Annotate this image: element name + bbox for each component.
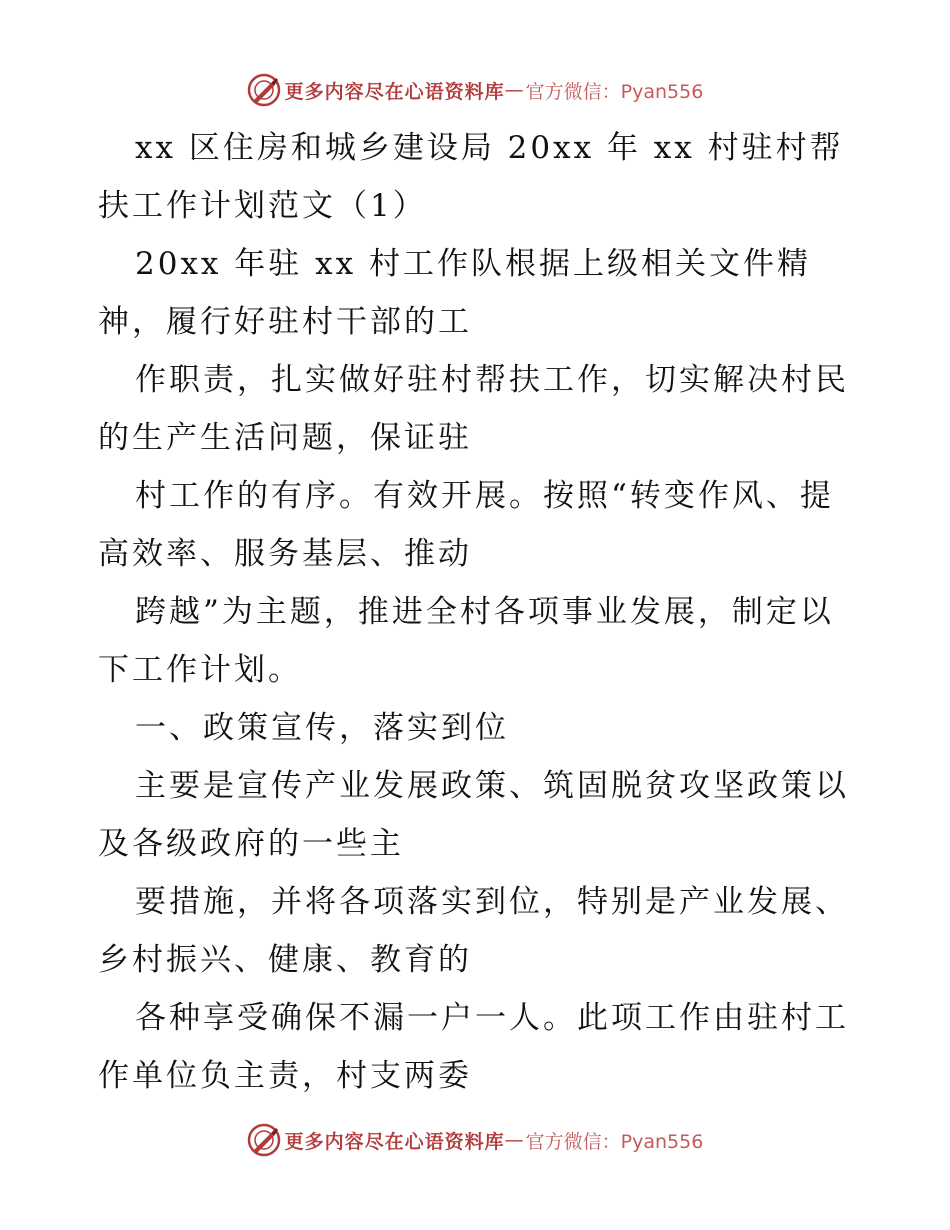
stamp-logo-icon xyxy=(247,1123,281,1157)
doc-title-line-1: xx 区住房和城乡建设局 20xx 年 xx 村驻村帮 xyxy=(135,130,844,166)
paragraph-line: 下工作计划。 xyxy=(98,652,302,688)
paragraph-line: 村工作的有序。有效开展。按照“转变作风、提 xyxy=(135,478,834,514)
paragraph-line: 神，履行好驻村干部的工 xyxy=(98,304,472,340)
paragraph-line: 要措施，并将各项落实到位，特别是产业发展、 xyxy=(135,884,849,920)
paragraph-line: 高效率、服务基层、推动 xyxy=(98,536,472,572)
footer-watermark xyxy=(0,1120,950,1160)
paragraph-line: 作单位负主责，村支两委 xyxy=(98,1058,472,1094)
section-heading: 一、政策宣传，落实到位 xyxy=(135,710,509,746)
watermark-separator: — xyxy=(504,79,524,101)
paragraph-line: 乡村振兴、健康、教育的 xyxy=(98,942,472,978)
doc-title-line-2: 扶工作计划范文（1） xyxy=(98,188,427,224)
watermark-contact: 官方微信：Pyan556 xyxy=(525,1130,704,1153)
watermark-separator: — xyxy=(504,1129,524,1151)
paragraph-line: 主要是宣传产业发展政策、筑固脱贫攻坚政策以 xyxy=(135,768,849,804)
paragraph-line: 作职责，扎实做好驻村帮扶工作，切实解决村民 xyxy=(135,362,849,398)
watermark-text: 更多内容尽在心语资料库 xyxy=(284,1130,505,1153)
paragraph-line: 的生产生活问题，保证驻 xyxy=(98,420,472,456)
paragraph-line: 及各级政府的一些主 xyxy=(98,826,404,862)
watermark-text: 更多内容尽在心语资料库 xyxy=(284,80,505,103)
paragraph-line: 各种享受确保不漏一户一人。此项工作由驻村工 xyxy=(135,1000,849,1036)
watermark-contact: 官方微信：Pyan556 xyxy=(525,80,704,103)
paragraph-line: 20xx 年驻 xx 村工作队根据上级相关文件精 xyxy=(135,246,811,282)
paragraph-line: 跨越”为主题，推进全村各项事业发展，制定以 xyxy=(135,594,834,630)
